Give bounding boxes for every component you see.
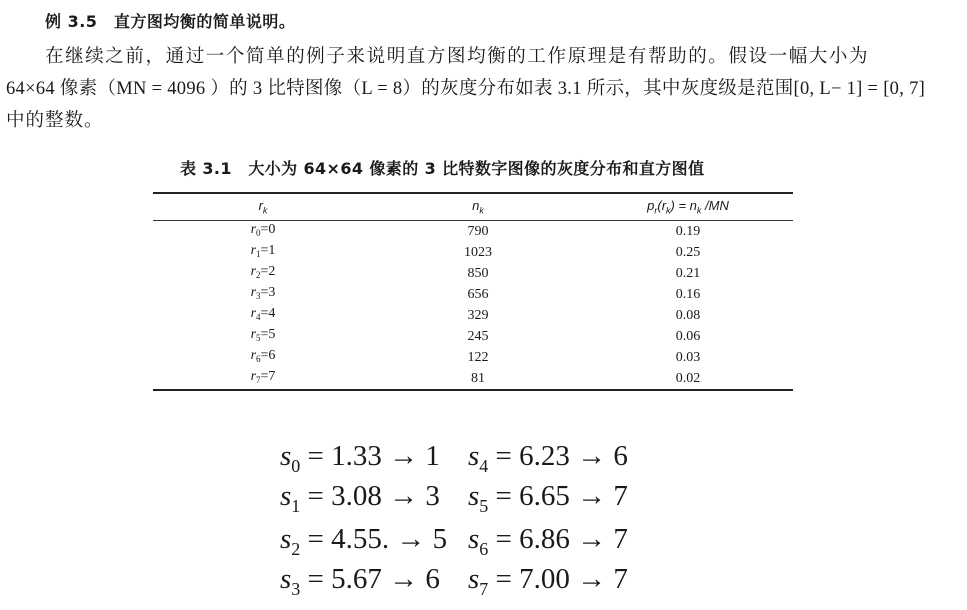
equation-s5: $s_5 = 6.65 \to 7$ bbox=[468, 480, 628, 516]
equation-s3: $s_3 = 5.67 \to 6$ bbox=[280, 563, 440, 599]
cell-rk: $r_6=6$ bbox=[250, 348, 276, 364]
cell-pr: 0.19 bbox=[675, 224, 701, 239]
table-row bbox=[153, 326, 793, 347]
equation-s4: $s_4 = 6.23 \to 6$ bbox=[468, 440, 628, 476]
cell-pr: 0.06 bbox=[675, 329, 701, 344]
cell-pr: 0.08 bbox=[675, 308, 701, 323]
equation-s0: $s_0 = 1.33 \to 1$ bbox=[280, 440, 440, 476]
histogram-table bbox=[153, 192, 793, 391]
cell-nk: 245 bbox=[467, 329, 489, 344]
equation-s6: $s_6 = 6.86 \to 7$ bbox=[468, 523, 628, 559]
table-row bbox=[153, 263, 793, 284]
equation-s7: $s_7 = 7.00 \to 7$ bbox=[468, 563, 628, 599]
table-row bbox=[153, 242, 793, 263]
cell-pr: 0.16 bbox=[675, 287, 701, 302]
cell-rk: $r_1=1$ bbox=[250, 243, 276, 259]
cell-nk: 1023 bbox=[464, 245, 492, 260]
cell-rk: $r_4=4$ bbox=[250, 306, 276, 322]
header-rk: $r_k$ bbox=[153, 193, 373, 221]
cell-pr: 0.21 bbox=[675, 266, 701, 281]
cell-rk: $r_5=5$ bbox=[250, 327, 276, 343]
cell-rk: $r_2=2$ bbox=[250, 264, 276, 280]
cell-rk: $r_3=3$ bbox=[250, 285, 276, 301]
header-nk: $n_k$ bbox=[373, 193, 583, 221]
paragraph-line-2: 64×64 像素（MN = 4096 ）的 3 比特图像（L = 8）的灰度分布如表 3.1 所示，其中灰度级是范围[0, L− 1] = [0, 7] bbox=[6, 79, 926, 99]
table-header-row bbox=[153, 193, 793, 221]
table-row bbox=[153, 284, 793, 305]
paragraph-line-3: 中的整数。 bbox=[6, 111, 104, 131]
cell-rk: $r_7=7$ bbox=[153, 368, 373, 390]
equation-s1: $s_1 = 3.08 \to 3$ bbox=[280, 480, 440, 516]
cell-nk: 329 bbox=[467, 308, 489, 323]
cell-nk: 850 bbox=[467, 266, 489, 281]
cell-nk: 790 bbox=[467, 224, 489, 239]
cell-pr: 0.02 bbox=[583, 368, 793, 390]
table-caption: 表 3.1 大小为 64×64 像素的 3 比特数字图像的灰度分布和直方图值 bbox=[180, 159, 705, 178]
cell-rk: $r_0=0$ bbox=[250, 222, 276, 238]
equation-s2: $s_2 = 4.55$. → 5 bbox=[280, 523, 448, 559]
table-row bbox=[153, 368, 793, 390]
table-row bbox=[153, 221, 793, 243]
table-body bbox=[153, 221, 793, 391]
table-row bbox=[153, 347, 793, 368]
table-row bbox=[153, 305, 793, 326]
example-title: 例 3.5 直方图均衡的简单说明。 bbox=[45, 12, 296, 31]
cell-nk: 656 bbox=[467, 287, 489, 302]
cell-pr: 0.03 bbox=[675, 350, 701, 365]
header-pr: $p_r(r_k) = n_k$ /MN bbox=[583, 193, 793, 221]
cell-nk: 122 bbox=[467, 350, 489, 365]
cell-pr: 0.25 bbox=[675, 245, 701, 260]
paragraph-line-1: 在继续之前，通过一个简单的例子来说明直方图均衡的工作原理是有帮助的。假设一幅大小为 bbox=[45, 47, 870, 67]
cell-nk: 81 bbox=[373, 368, 583, 390]
